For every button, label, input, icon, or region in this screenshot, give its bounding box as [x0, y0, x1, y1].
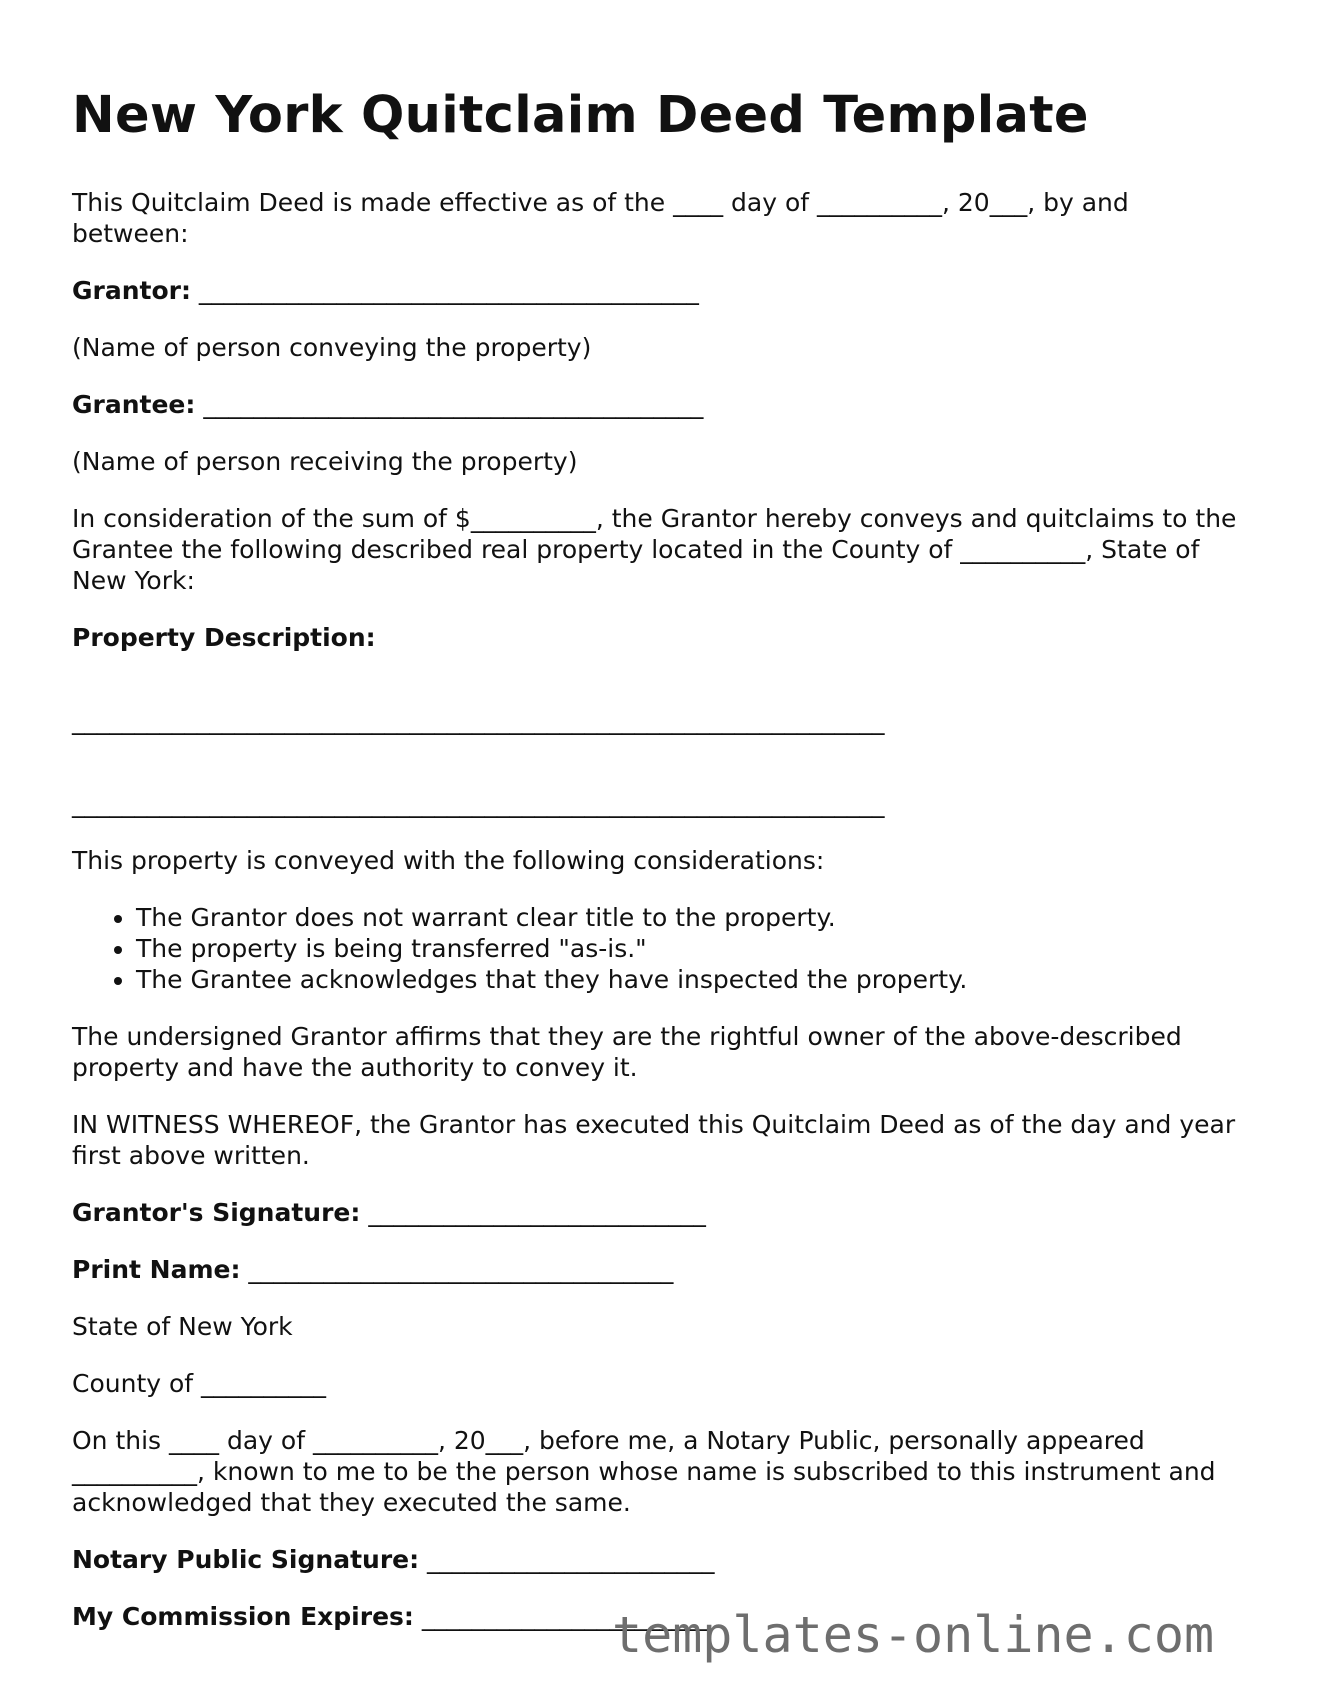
- commission-expires-blank: _______________________: [413, 1602, 710, 1631]
- consideration-paragraph: In consideration of the sum of $__________, the Grantor hereby conveys and quitclaims to the Grantee the following described real property located in the County of __________, State of New York:: [72, 504, 1245, 595]
- grantor-label: Grantor:: [72, 276, 191, 305]
- witness-paragraph: IN WITNESS WHEREOF, the Grantor has executed this Quitclaim Deed as of the day and year first above written.: [72, 1110, 1244, 1170]
- notary-signature-field: [72, 1544, 1252, 1575]
- considerations-list: [72, 902, 1252, 995]
- notary-signature-blank: _______________________: [419, 1545, 715, 1574]
- spacer: [72, 679, 1252, 705]
- commission-expires-label: My Commission Expires:: [72, 1602, 414, 1631]
- grantee-note: (Name of person receiving the property): [72, 447, 578, 476]
- grantor-note: (Name of person conveying the property): [72, 333, 592, 362]
- property-description-label: Property Description:: [72, 623, 376, 652]
- list-item: • The property is being transferred "as-is.": [136, 933, 1252, 964]
- print-name-field: [72, 1254, 1252, 1285]
- grantee-blank: ________________________________________: [195, 390, 704, 419]
- intro-paragraph: This Quitclaim Deed is made effective as of the ____ day of __________, 20___, by and between:: [72, 188, 1137, 248]
- print-name-blank: __________________________________: [240, 1255, 674, 1284]
- notary-county: County of __________: [72, 1369, 327, 1398]
- notary-state: State of New York: [72, 1312, 293, 1341]
- property-description-line-1: _________________________________________________________________: [72, 706, 885, 735]
- grantor-signature-label: Grantor's Signature:: [72, 1198, 361, 1227]
- print-name-label: Print Name:: [72, 1255, 241, 1284]
- grantor-signature-blank: ___________________________: [360, 1198, 706, 1227]
- list-item: • The Grantee acknowledges that they have inspected the property.: [136, 964, 1252, 995]
- considerations-intro: This property is conveyed with the following considerations:: [72, 846, 825, 875]
- grantee-field: [72, 389, 1252, 420]
- page-title: New York Quitclaim Deed Template: [72, 86, 1089, 145]
- grantor-signature-field: [72, 1197, 1252, 1228]
- watermark: templates-online.com: [612, 1606, 1215, 1664]
- grantee-label: Grantee:: [72, 390, 196, 419]
- notary-signature-label: Notary Public Signature:: [72, 1545, 420, 1574]
- grantor-field: [72, 275, 1252, 306]
- list-item: • The Grantor does not warrant clear title to the property.: [136, 902, 1252, 933]
- spacer: [72, 762, 1252, 788]
- grantor-blank: ________________________________________: [190, 276, 699, 305]
- notary-statement: On this ____ day of __________, 20___, before me, a Notary Public, personally appeared __________, known to me to be the person whose name is subscribed to this instrument and acknowledged that they executed the same.: [72, 1426, 1224, 1517]
- document-page: [72, 86, 1252, 1658]
- property-description-line-2: _________________________________________________________________: [72, 789, 885, 818]
- affirmation-paragraph: The undersigned Grantor affirms that they are the rightful owner of the above-described property and have the authority to convey it.: [72, 1022, 1190, 1082]
